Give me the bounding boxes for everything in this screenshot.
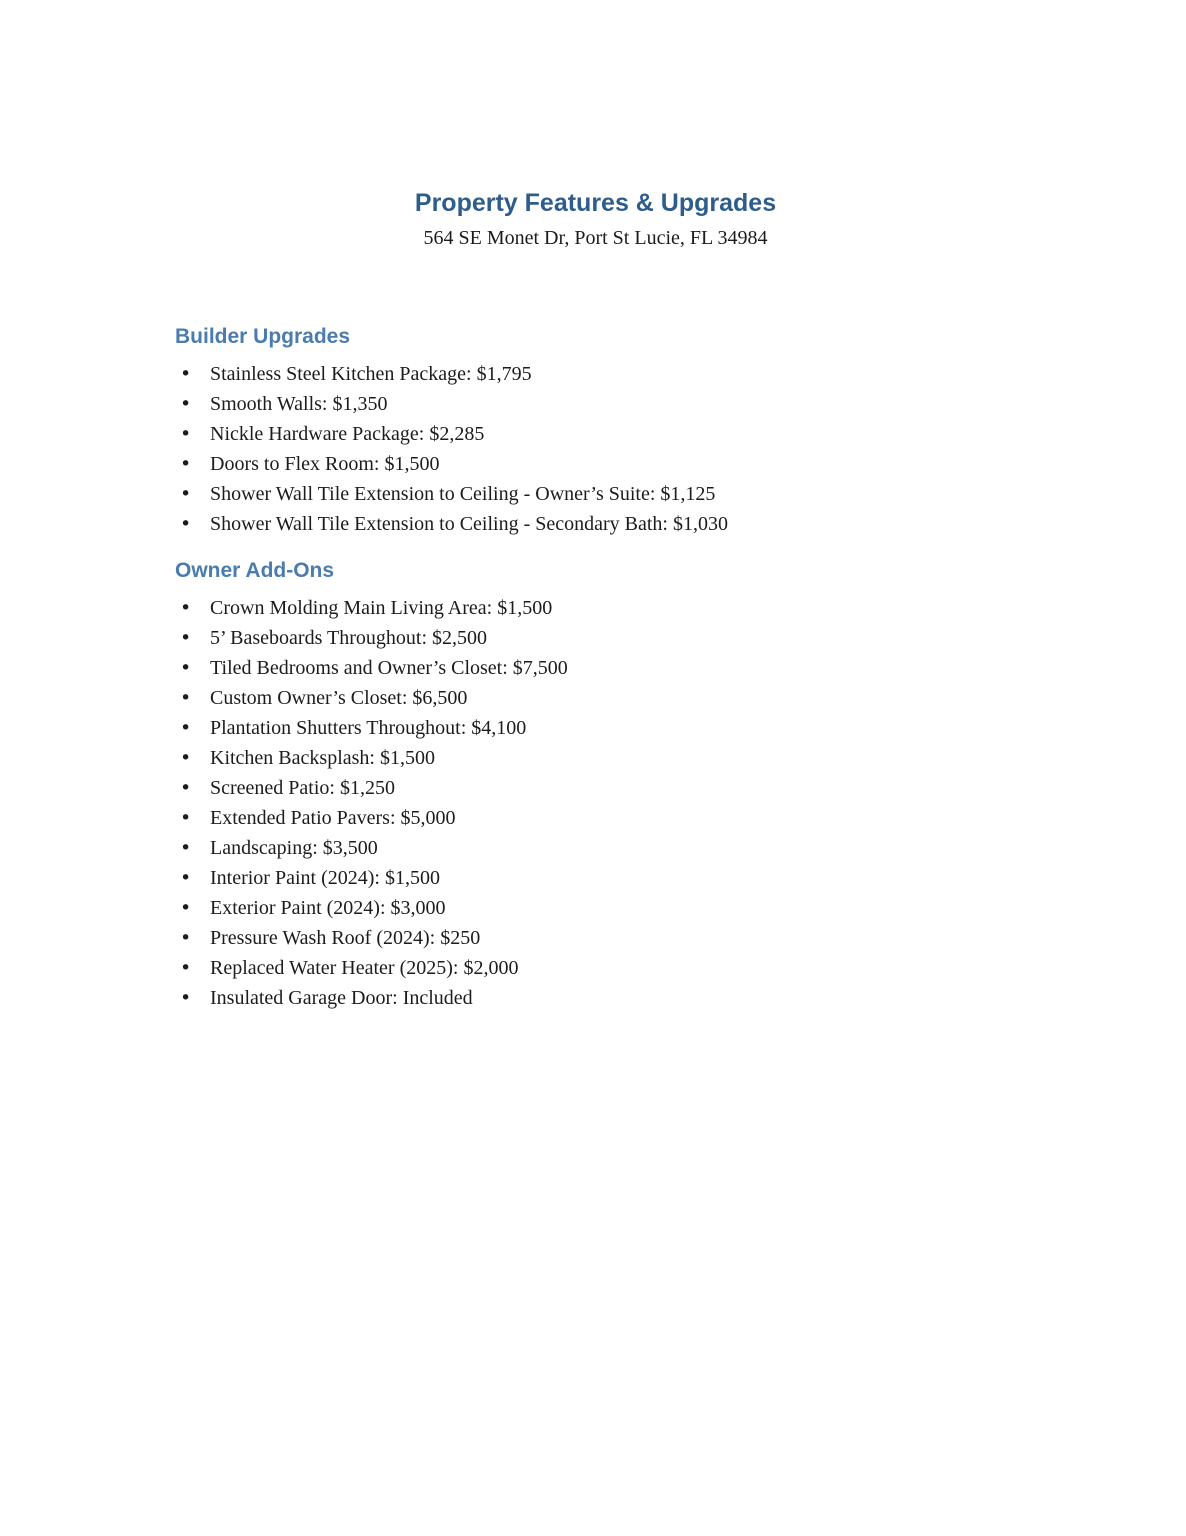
list-item-text: Stainless Steel Kitchen Package: $1,795 [210,363,532,385]
list-item [175,773,1016,803]
list-item [175,863,1016,893]
list-item-text: Tiled Bedrooms and Owner’s Closet: $7,500 [210,657,568,679]
list-item-text: Smooth Walls: $1,350 [210,393,388,415]
bullet-icon: • [180,837,192,859]
list-item-text: Plantation Shutters Throughout: $4,100 [210,717,527,739]
section-heading-owner-add-ons: Owner Add-Ons [175,559,335,582]
list-item-text: Insulated Garage Door: Included [210,987,473,1009]
owner-add-ons-list [175,593,1016,1013]
builder-upgrades-list [175,359,1016,539]
bullet-icon: • [180,777,192,799]
bullet-icon: • [180,747,192,769]
list-item-text: Shower Wall Tile Extension to Ceiling - Owner’s Suite: $1,125 [210,483,716,505]
bullet-icon: • [180,597,192,619]
list-item-text: Crown Molding Main Living Area: $1,500 [210,597,553,619]
bullet-icon: • [180,453,192,475]
list-item-text: Pressure Wash Roof (2024): $250 [210,927,481,949]
bullet-icon: • [180,687,192,709]
list-item [175,623,1016,653]
list-item [175,653,1016,683]
list-item [175,743,1016,773]
bullet-icon: • [180,483,192,505]
list-item [175,683,1016,713]
list-item [175,833,1016,863]
list-item [175,359,1016,389]
bullet-icon: • [180,363,192,385]
list-item-text: 5’ Baseboards Throughout: $2,500 [210,627,488,649]
bullet-icon: • [180,717,192,739]
bullet-icon: • [180,867,192,889]
list-item [175,419,1016,449]
list-item [175,479,1016,509]
list-item [175,953,1016,983]
list-item [175,923,1016,953]
list-item-text: Screened Patio: $1,250 [210,777,395,799]
list-item-text: Exterior Paint (2024): $3,000 [210,897,446,919]
bullet-icon: • [180,927,192,949]
list-item-text: Replaced Water Heater (2025): $2,000 [210,957,519,979]
section-heading-builder-upgrades: Builder Upgrades [175,325,351,348]
list-item-text: Extended Patio Pavers: $5,000 [210,807,456,829]
bullet-icon: • [180,897,192,919]
bullet-icon: • [180,807,192,829]
bullet-icon: • [180,957,192,979]
bullet-icon: • [180,393,192,415]
bullet-icon: • [180,513,192,535]
list-item-text: Custom Owner’s Closet: $6,500 [210,687,468,709]
list-item-text: Nickle Hardware Package: $2,285 [210,423,485,445]
list-item-text: Doors to Flex Room: $1,500 [210,453,440,475]
page-title: Property Features & Upgrades [414,189,777,217]
list-item [175,509,1016,539]
bullet-icon: • [180,987,192,1009]
list-item [175,803,1016,833]
bullet-icon: • [180,657,192,679]
list-item [175,713,1016,743]
list-item-text: Shower Wall Tile Extension to Ceiling - Secondary Bath: $1,030 [210,513,728,535]
page-subtitle: 564 SE Monet Dr, Port St Lucie, FL 34984 [423,227,768,249]
document-content [175,0,1016,1013]
list-item-text: Kitchen Backsplash: $1,500 [210,747,435,769]
list-item [175,389,1016,419]
bullet-icon: • [180,423,192,445]
list-item-text: Interior Paint (2024): $1,500 [210,867,440,889]
bullet-icon: • [180,627,192,649]
list-item [175,593,1016,623]
list-item [175,449,1016,479]
list-item [175,983,1016,1013]
list-item-text: Landscaping: $3,500 [210,837,378,859]
list-item [175,893,1016,923]
